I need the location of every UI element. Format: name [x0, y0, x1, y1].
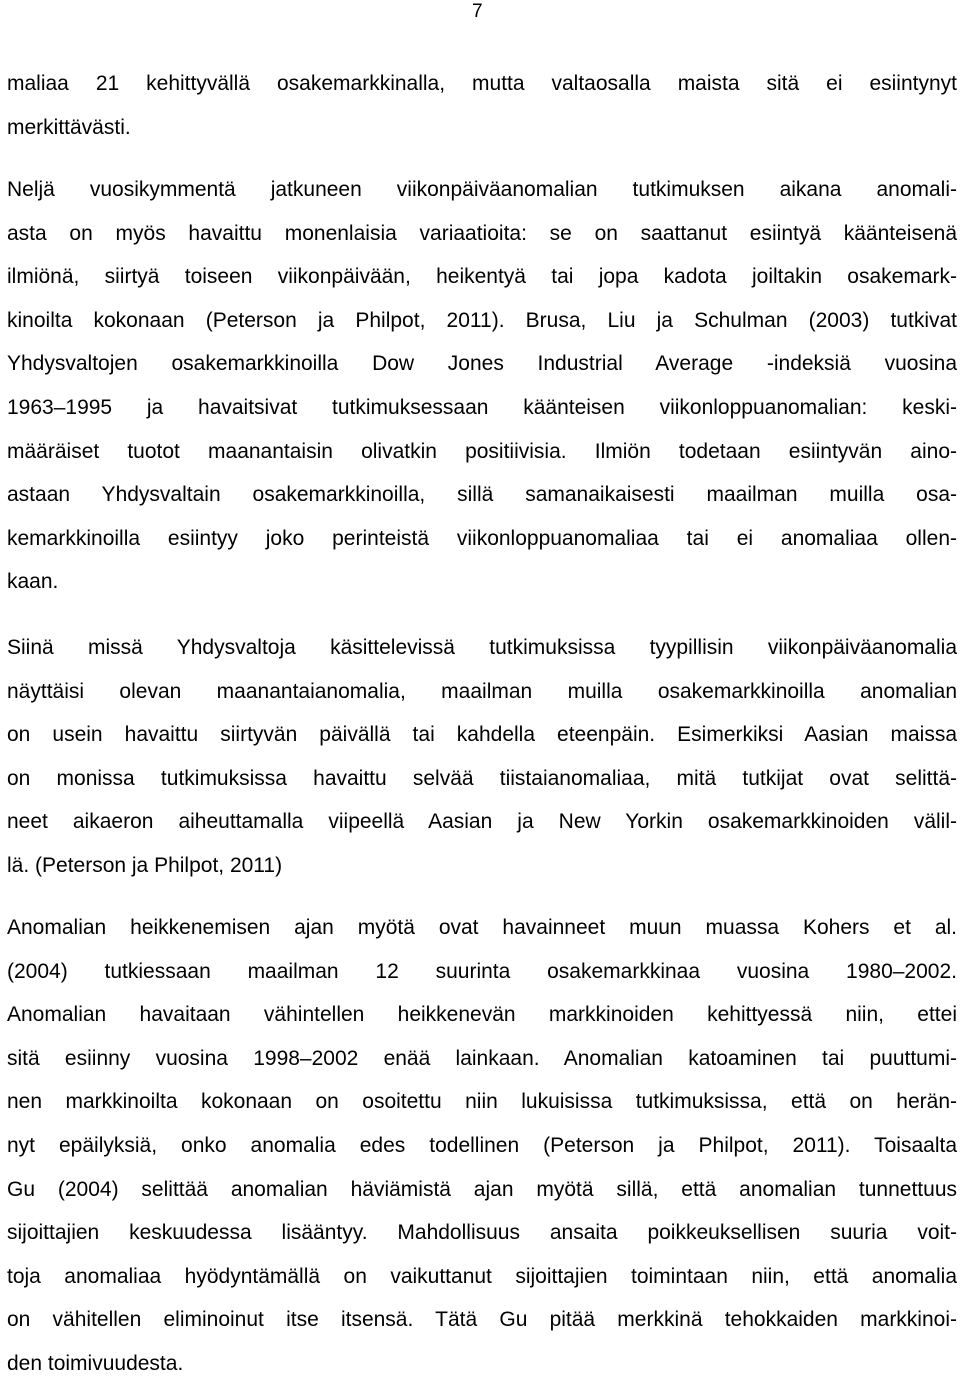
paragraph-4 [7, 906, 957, 1386]
text-line: astaan Yhdysvaltain osakemarkkinoilla, sillä samanaikaisesti maailman muilla osa- [7, 483, 957, 507]
text-line: määräiset tuotot maanantaisin olivatkin positiivisia. Ilmiön todetaan esiintyvän aino- [7, 439, 957, 463]
text-line: 1963–1995 ja havaitsivat tutkimuksessaan käänteisen viikonloppuanomalian: keski- [7, 395, 957, 419]
text-line: Anomalian heikkenemisen ajan myötä ovat havainneet muun muassa Kohers et al. [7, 916, 957, 939]
text-line: toja anomaliaa hyödyntämällä on vaikuttanut sijoittajien toimintaan niin, että anomalia [7, 1264, 957, 1288]
text-line: Yhdysvaltojen osakemarkkinoilla Dow Jones Industrial Average -indeksiä vuosina [7, 352, 957, 376]
text-line: kinoilta kokonaan (Peterson ja Philpot, 2011). Brusa, Liu ja Schulman (2003) tutkivat [7, 308, 957, 332]
text-line: näyttäisi olevan maanantaianomalia, maailman muilla osakemarkkinoilla anomalian [7, 679, 957, 703]
text-line: nyt epäilyksiä, onko anomalia edes todellinen (Peterson ja Philpot, 2011). Toisaalta [7, 1133, 957, 1157]
text-line: nen markkinoilta kokonaan on osoitettu niin lukuisissa tutkimuksissa, että on herän- [7, 1090, 957, 1114]
text-line: sitä esiinny vuosina 1998–2002 enää lainkaan. Anomalian katoaminen tai puuttumi- [7, 1046, 957, 1070]
paragraph-3 [7, 626, 957, 888]
text-line: den toimivuudesta. [7, 1351, 184, 1375]
text-line: neet aikaeron aiheuttamalla viipeellä Aasian ja New Yorkin osakemarkkinoiden välil- [7, 810, 957, 834]
text-line: (2004) tutkiessaan maailman 12 suurinta osakemarkkinaa vuosina 1980–2002. [7, 959, 957, 983]
text-line: on vähitellen eliminoinut itse itsensä. Tätä Gu pitää merkkinä tehokkaiden markkinoi- [7, 1308, 957, 1332]
paragraph-2 [7, 168, 957, 604]
text-line: kaan. [7, 570, 59, 594]
paragraph-1 [7, 62, 957, 149]
text-line: kemarkkinoilla esiintyy joko perinteistä viikonloppuanomaliaa tai ei anomaliaa ollen- [7, 526, 957, 550]
text-line: Gu (2004) selittää anomalian häviämistä ajan myötä sillä, että anomalian tunnettuus [7, 1177, 957, 1201]
text-line: lä. (Peterson ja Philpot, 2011) [7, 853, 283, 877]
text-line: merkittävästi. [7, 115, 131, 139]
text-line: Neljä vuosikymmentä jatkuneen viikonpäiväanomalian tutkimuksen aikana anomali- [7, 178, 957, 201]
text-line: on usein havaittu siirtyvän päivällä tai kahdella eteenpäin. Esimerkiksi Aasian maissa [7, 723, 957, 747]
text-line: maliaa 21 kehittyvällä osakemarkkinalla, mutta valtaosalla maista sitä ei esiintynyt [7, 72, 957, 95]
text-line: sijoittajien keskuudessa lisääntyy. Mahdollisuus ansaita poikkeuksellisen suuria voit- [7, 1221, 957, 1245]
text-line: asta on myös havaittu monenlaisia variaatioita: se on saattanut esiintyä käänteisenä [7, 221, 957, 245]
text-line: Anomalian havaitaan vähintellen heikkenevän markkinoiden kehittyessä niin, ettei [7, 1003, 957, 1027]
text-line: on monissa tutkimuksissa havaittu selvää tiistaianomaliaa, mitä tutkijat ovat selittä- [7, 766, 957, 790]
text-line: Siinä missä Yhdysvaltoja käsittelevissä tutkimuksissa tyypillisin viikonpäiväanomalia [7, 636, 957, 659]
page-number: 7 [472, 1, 483, 22]
text-line: ilmiönä, siirtyä toiseen viikonpäivään, heikentyä tai jopa kadota joiltakin osakemark- [7, 265, 957, 289]
